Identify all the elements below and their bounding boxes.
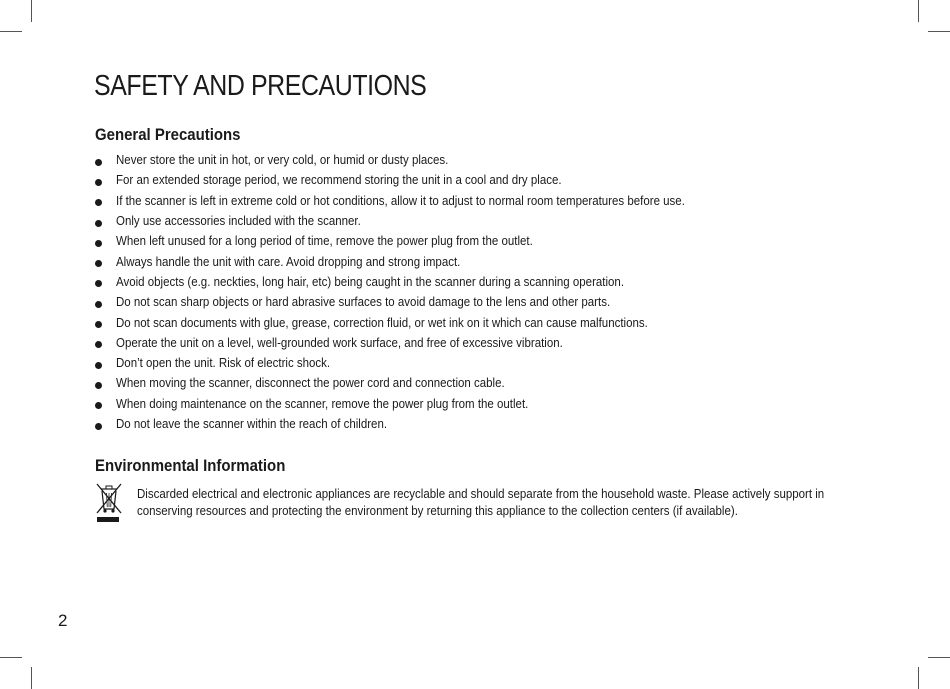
crop-mark [31, 0, 32, 22]
weee-crossed-bin-icon [95, 483, 123, 523]
bullet-icon [95, 260, 102, 267]
precaution-item [95, 251, 734, 271]
precaution-item [95, 191, 734, 211]
bullet-icon [95, 423, 102, 430]
precaution-text: For an extended storage period, we recommend storing the unit in a cool and dry place. [116, 173, 562, 188]
bullet-icon [95, 402, 102, 409]
bullet-icon [95, 199, 102, 206]
precaution-item [95, 231, 734, 251]
precaution-item [95, 353, 734, 373]
crop-mark [918, 667, 919, 689]
precaution-text: If the scanner is left in extreme cold or hot conditions, allow it to adjust to normal room temperatures before use. [116, 193, 685, 208]
bullet-icon [95, 220, 102, 227]
precaution-item [95, 292, 734, 312]
precaution-text: Do not scan documents with glue, grease, correction fluid, or wet ink on it which can cause malfunctions. [116, 315, 648, 330]
crop-mark [31, 667, 32, 689]
crop-mark [0, 657, 22, 658]
environmental-info-text: Discarded electrical and electronic appliances are recyclable and should separate from the household waste. Please actively support in conserving resources and protecting the environment by returning this appliance to the collection centers (if available). [137, 487, 825, 518]
precaution-text: When moving the scanner, disconnect the power cord and connection cable. [116, 376, 505, 391]
general-precautions-heading: General Precautions [95, 125, 241, 144]
bullet-icon [95, 321, 102, 328]
bullet-icon [95, 179, 102, 186]
precautions-list [95, 150, 734, 434]
page-title: SAFETY AND PRECAUTIONS [94, 70, 427, 102]
precaution-item [95, 414, 734, 434]
precaution-item [95, 170, 734, 190]
environmental-information-heading: Environmental Information [95, 456, 286, 475]
precaution-text: Don’t open the unit. Risk of electric shock. [116, 356, 331, 371]
precaution-text: Do not leave the scanner within the reach of children. [116, 417, 388, 431]
precaution-text: When doing maintenance on the scanner, remove the power plug from the outlet. [116, 396, 529, 411]
precaution-text: When left unused for a long period of time, remove the power plug from the outlet. [116, 234, 533, 249]
crop-mark [918, 0, 919, 22]
precaution-item [95, 312, 734, 332]
precaution-text: Never store the unit in hot, or very cold, or humid or dusty places. [116, 153, 449, 168]
precaution-item [95, 333, 734, 353]
bullet-icon [95, 301, 102, 308]
bullet-icon [95, 240, 102, 247]
precaution-text: Always handle the unit with care. Avoid dropping and strong impact. [116, 254, 461, 269]
precaution-text: Operate the unit on a level, well-grounded work surface, and free of excessive vibration. [116, 335, 563, 350]
bullet-icon [95, 159, 102, 166]
crop-mark [928, 657, 950, 658]
precaution-item [95, 394, 734, 414]
precaution-item [95, 150, 734, 170]
bullet-icon [95, 341, 102, 348]
precaution-item [95, 272, 734, 292]
bullet-icon [95, 382, 102, 389]
bullet-icon [95, 362, 102, 369]
precaution-item [95, 373, 734, 393]
bullet-icon [95, 280, 102, 287]
crop-mark [0, 31, 22, 32]
crop-mark [928, 31, 950, 32]
precaution-text: Do not scan sharp objects or hard abrasive surfaces to avoid damage to the lens and other parts. [116, 295, 611, 310]
precaution-text: Avoid objects (e.g. neckties, long hair, etc) being caught in the scanner during a scanning operation. [116, 274, 625, 289]
precaution-item [95, 211, 734, 231]
page-number: 2 [58, 611, 68, 630]
precaution-text: Only use accessories included with the scanner. [116, 214, 361, 229]
